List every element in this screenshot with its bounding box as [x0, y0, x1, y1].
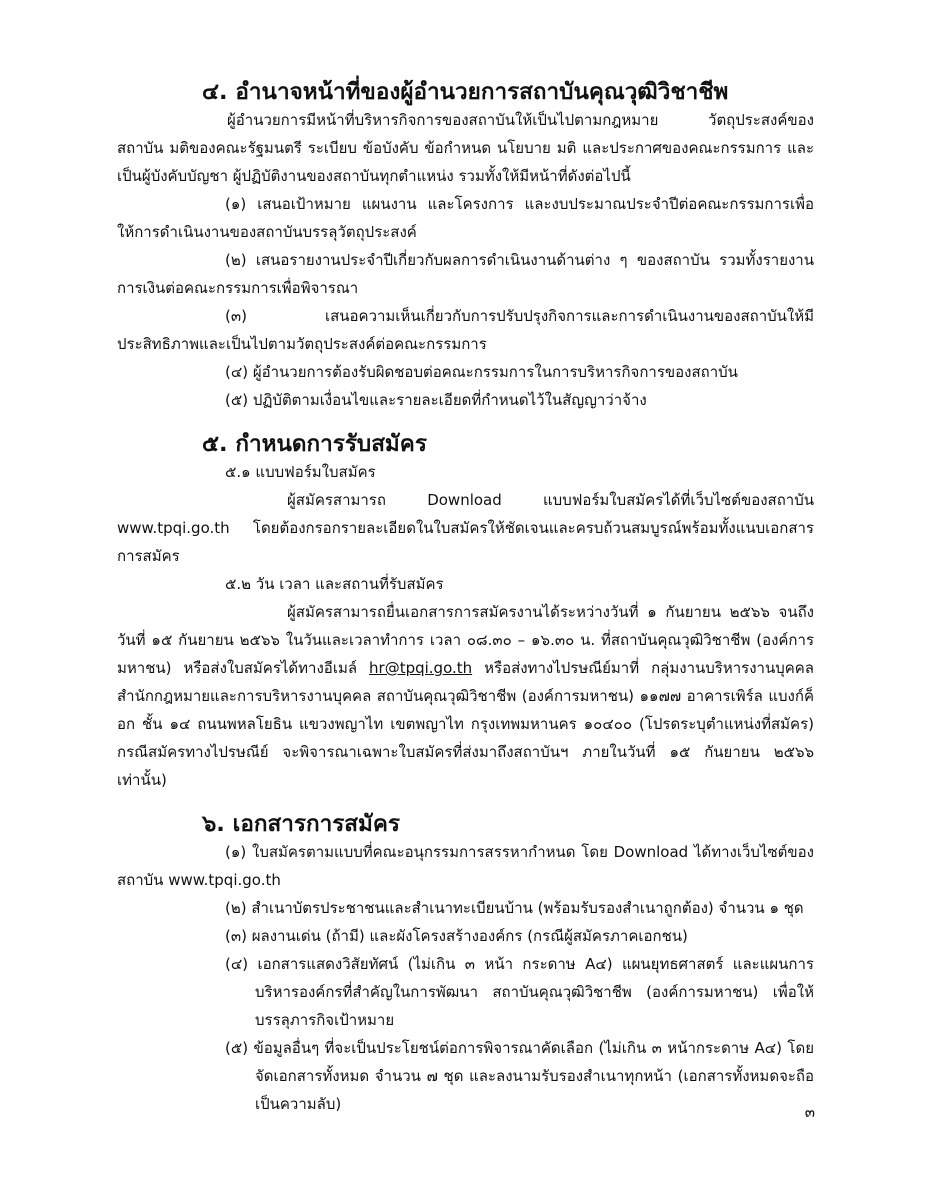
section-4-item-5: (๕) ปฏิบัติตามเงื่อนไขและรายละเอียดที่กำหนดไว้ในสัญญาว่าจ้าง — [225, 391, 647, 409]
section-6-item-5: (๕) ข้อมูลอื่นๆ ที่จะเป็นประโยชน์ต่อการพิจารณาคัดเลือก (ไม่เกิน ๓ หน้ากระดาษ A๔) โดยจัดเอกสารทั้งหมด จำนวน ๗ ชุด และลงนามรับรองสำเนาทุกหน้า (เอกสารทั้งหมดจะถือเป็นความลับ) — [225, 1039, 814, 1113]
section-5-heading: ๕. กำหนดการรับสมัคร — [202, 431, 427, 457]
section-4-intro: ผู้อำนวยการมีหน้าที่บริหารกิจการของสถาบันให้เป็นไปตามกฎหมาย วัตถุประสงค์ของสถาบัน มติของคณะรัฐมนตรี ระเบียบ ข้อบังคับ ข้อกำหนด นโยบาย มติ และประกาศของคณะกรรมการ และเป็นผู้บังคับบัญชา ผู้ปฏิบัติงานของสถาบันทุกตำแหน่ง รวมทั้งให้มีหน้าที่ดังต่อไปนี้ — [117, 111, 814, 185]
section-5-2-text — [117, 598, 814, 794]
section-6-item-4: (๔) เอกสารแสดงวิสัยทัศน์ (ไม่เกิน ๓ หน้า กระดาษ A๔) แผนยุทธศาสตร์ และแผนการบริหารองค์กรที่สำคัญในการพัฒนา สถาบันคุณวุฒิวิชาชีพ (องค์การมหาชน) เพื่อให้บรรลุภารกิจเป้าหมาย — [225, 955, 814, 1029]
section-4-heading: ๔. อำนาจหน้าที่ของผู้อำนวยการสถาบันคุณวุฒิวิชาชีพ — [202, 79, 729, 105]
page-number: ๓ — [804, 1103, 815, 1121]
email-link[interactable]: hr@tpqi.go.th — [369, 659, 473, 677]
section-5-2-title: ๕.๒ วัน เวลา และสถานที่รับสมัคร — [225, 575, 444, 593]
section-4-item-3: (๓) เสนอความเห็นเกี่ยวกับการปรับปรุงกิจการและการดำเนินงานของสถาบันให้มีประสิทธิภาพและเป็นไปตามวัตถุประสงค์ต่อคณะกรรมการ — [117, 307, 814, 353]
section-5-2-text-before: ผู้สมัครสามารถยื่นเอกสารการสมัครงานได้ระหว่างวันที่ ๑ กันยายน ๒๕๖๖ จนถึงวันที่ ๑๕ กันยายน ๒๕๖๖ ในวันและเวลาทำการ เวลา ๐๘.๓๐ – ๑๖.๓๐ น. ที่สถาบันคุณวุฒิวิชาชีพ (องค์การมหาชน) หรือส่งใบสมัครได้ทางอีเมล์ — [117, 603, 814, 677]
section-6-item-1: (๑) ใบสมัครตามแบบที่คณะอนุกรรมการสรรหากำหนด โดย Download ได้ทางเว็บไซต์ของสถาบัน www.tpqi.go.th — [117, 843, 814, 889]
section-4-item-2: (๒) เสนอรายงานประจำปีเกี่ยวกับผลการดำเนินงานด้านต่าง ๆ ของสถาบัน รวมทั้งรายงานการเงินต่อคณะกรรมการเพื่อพิจารณา — [117, 251, 814, 297]
section-6-heading: ๖. เอกสารการสมัคร — [202, 811, 400, 837]
section-4-item-1: (๑) เสนอเป้าหมาย แผนงาน และโครงการ และงบประมาณประจำปีต่อคณะกรรมการเพื่อให้การดำเนินงานของสถาบันบรรลุวัตถุประสงค์ — [117, 195, 814, 241]
section-5-2-text-after: หรือส่งทางไปรษณีย์มาที่ กลุ่มงานบริหารงานบุคคล สำนักกฎหมายและการบริหารงานบุคคล สถาบันคุณวุฒิวิชาชีพ (องค์การมหาชน) ๑๑๗๗ อาคารเพิร์ล แบงก์ค็อก ชั้น ๑๔ ถนนพหลโยธิน แขวงพญาไท เขตพญาไท กรุงเทพมหานคร ๑๐๔๐๐ (โปรดระบุตำแหน่งที่สมัคร) กรณีสมัครทางไปรษณีย์ จะพิจารณาเฉพาะใบสมัครที่ส่งมาถึงสถาบันฯ ภายในวันที่ ๑๕ กันยายน ๒๕๖๖ เท่านั้น) — [117, 659, 814, 789]
section-4-item-4: (๔) ผู้อำนวยการต้องรับผิดชอบต่อคณะกรรมการในการบริหารกิจการของสถาบัน — [225, 363, 738, 381]
section-5-1-text: ผู้สมัครสามารถ Download แบบฟอร์มใบสมัครได้ที่เว็บไซต์ของสถาบัน www.tpqi.go.th โดยต้องกรอกรายละเอียดในใบสมัครให้ชัดเจนและครบถ้วนสมบูรณ์พร้อมทั้งแนบเอกสารการสมัคร — [117, 491, 814, 565]
section-6-item-3: (๓) ผลงานเด่น (ถ้ามี) และผังโครงสร้างองค์กร (กรณีผู้สมัครภาคเอกชน) — [225, 927, 688, 945]
document-page — [117, 78, 814, 1118]
section-6-item-2: (๒) สำเนาบัตรประชาชนและสำเนาทะเบียนบ้าน (พร้อมรับรองสำเนาถูกต้อง) จำนวน ๑ ชุด — [225, 899, 804, 917]
section-5-1-title: ๕.๑ แบบฟอร์มใบสมัคร — [225, 463, 376, 481]
